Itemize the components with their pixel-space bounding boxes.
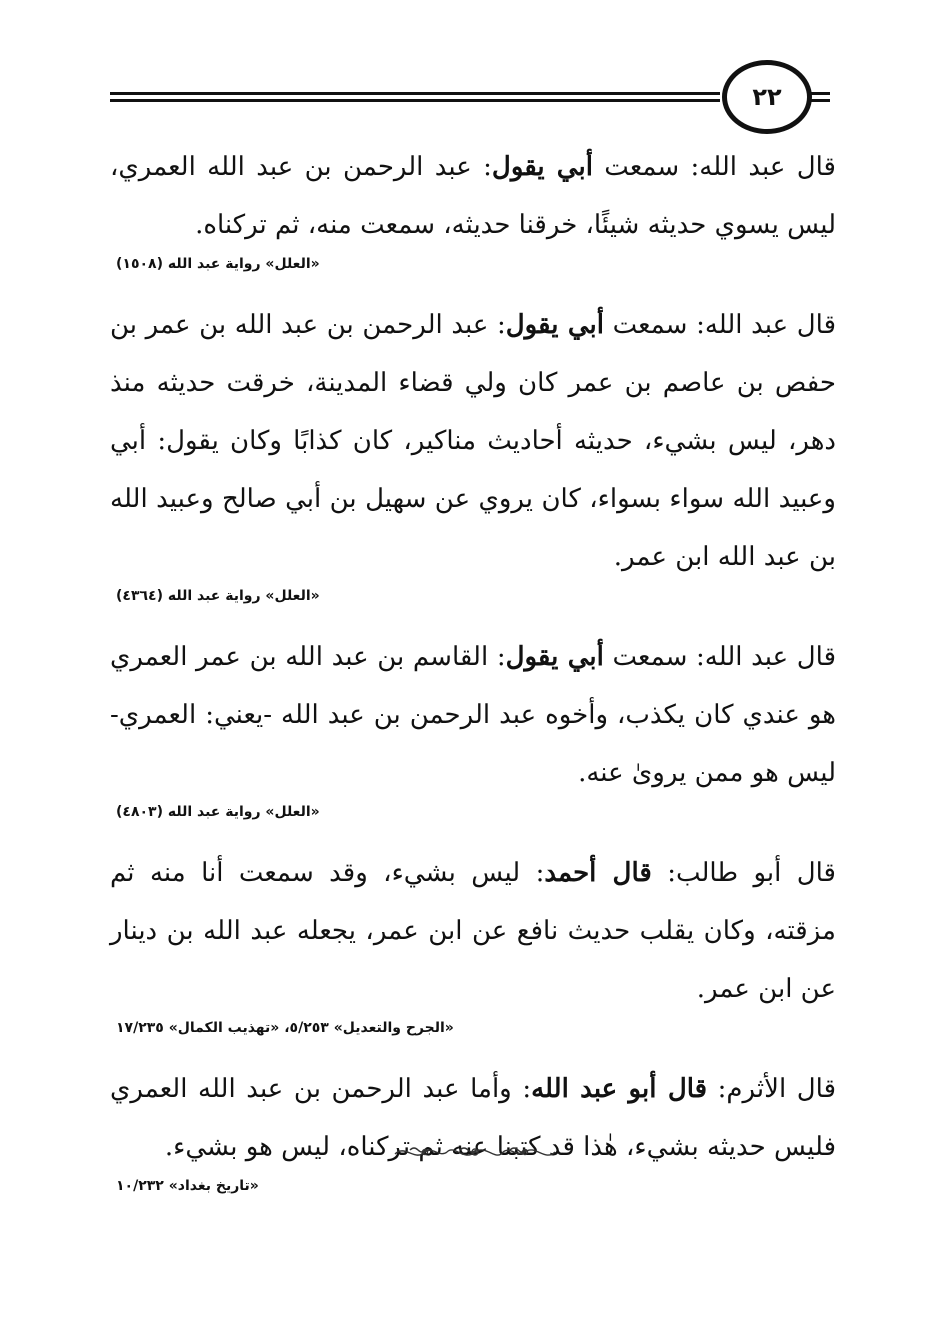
entry-source: «العلل» رواية عبد الله (٤٣٦٤): [116, 588, 320, 604]
entry-source: «تاريخ بغداد» ١٠/٢٣٢: [116, 1178, 259, 1194]
page-number: ٢٢: [722, 60, 812, 134]
entry-text: قال الأثرم: قال أبو عبد الله: وأما عبد الرحمن بن عبد الله العمري فليس حديثه بشيء، هٰذا قد كتبنا عنه ثم تركناه، ليس هو بشيء.: [110, 1074, 836, 1162]
ornament-divider-icon: [390, 1140, 560, 1164]
entry-text: قال عبد الله: سمعت أبي يقول: القاسم بن عبد الله بن عمر العمري هو عندي كان يكذب، وأخوه عبد الرحمن بن عبد الله -يعني: العمري- ليس هو ممن يروىٰ عنه.: [110, 642, 836, 788]
entry-text: قال أبو طالب: قال أحمد: ليس بشيء، وقد سمعت أنا منه ثم مزقته، وكان يقلب حديث نافع عن ابن عمر، يجعله عبد الله بن دينار عن ابن عمر.: [110, 858, 836, 1004]
entry-source: «العلل» رواية عبد الله (١٥٠٨): [116, 256, 320, 272]
entry-text: قال عبد الله: سمعت أبي يقول: عبد الرحمن بن عبد الله العمري، ليس يسوي حديثه شيئًا، خرقنا حديثه، سمعت منه، ثم تركناه.: [110, 152, 836, 240]
page-content: [110, 138, 836, 1218]
entry-source: «الجرح والتعديل» ٥/٢٥٣، «تهذيب الكمال» ١٧/٢٣٥: [116, 1020, 454, 1036]
entry-text: قال عبد الله: سمعت أبي يقول: عبد الرحمن بن عبد الله بن عمر بن حفص بن عاصم بن عمر كان ولي قضاء المدينة، خرقت حديثه منذ دهر، ليس بشيء، حديثه أحاديث مناكير، كان كذابًا وكان يقول: أبي وعبيد الله سواء بسواء، كان يروي عن سهيل بن أبي صالح وعبيد الله بن عبد الله ابن عمر.: [110, 310, 836, 572]
entry-source: «العلل» رواية عبد الله (٤٨٠٣): [116, 804, 320, 820]
